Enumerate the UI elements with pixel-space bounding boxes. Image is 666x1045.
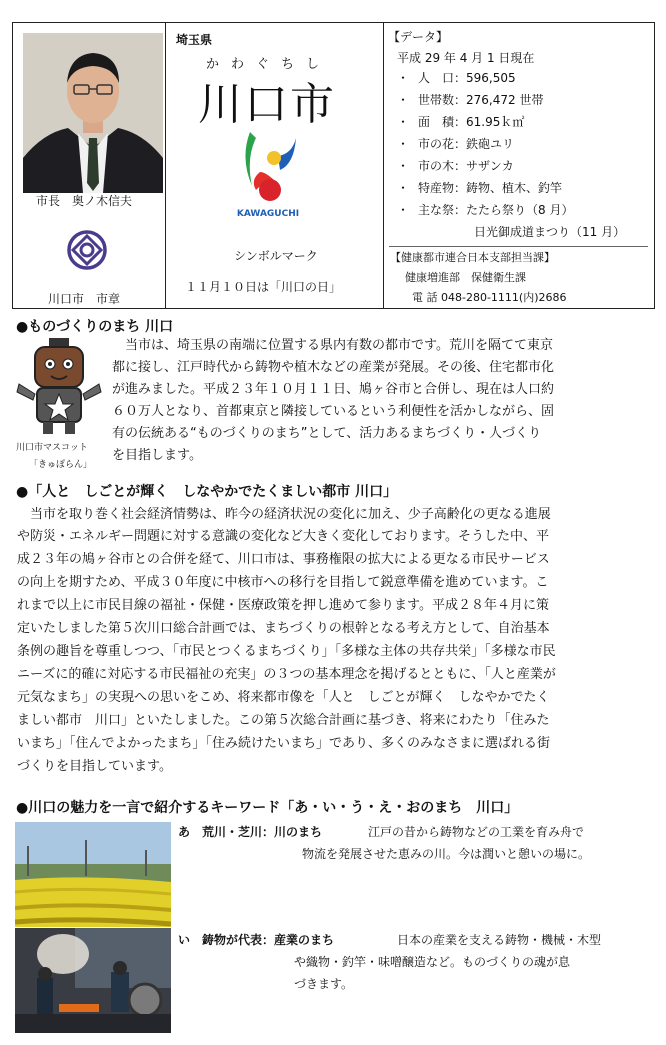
data-item-area: 面 積：61.95ｋ㎡	[418, 115, 525, 129]
section2-line: や防災・エネルギー問題に対する意識の変化など大きく変化しております。そうした中、平	[17, 529, 549, 544]
symbol-logo-text: KAWAGUCHI	[236, 209, 300, 219]
section2-line: 定いたしました第５次川口総合計画では、まちづくりの根幹となる考え方として、自治基本	[17, 621, 550, 636]
data-bullet: ・	[397, 137, 410, 151]
city-emblem-icon	[67, 230, 107, 270]
section2-line: れまで以上に市民目線の福祉・保健・医療政策を押し進めて参ります。平成２８年４月に策	[17, 598, 549, 613]
section2-line: 条例の趣旨を尊重しつつ、「市民とつくるまちづくり」「多様な主体の共存共栄」「多様な市民	[17, 644, 556, 659]
data-bullet: ・	[397, 181, 410, 195]
data-item-flower: 市の花：鉄砲ユリ	[418, 137, 515, 151]
section1-line: 有の伝統ある“ものづくりのまち”として、活力あるまちづくり・人づくり	[112, 426, 542, 441]
city-reading: かわぐちし	[206, 57, 332, 72]
keyword-a-heading: あ 荒川・芝川：川のまち	[178, 825, 323, 839]
mascot-caption-2: 「きゅぽらん」	[29, 460, 93, 470]
contact-tel: 電 話 048-280-1111(内)2686	[412, 291, 567, 304]
section2-line: いまち」「住んでよかったまち」「住み続けたいまち」であり、多くのみなさまに選ばれる街	[17, 736, 551, 751]
keyword-i-heading: い 鋳物が代表：産業のまち	[178, 933, 335, 947]
section2-line: 成２３年の鳩ヶ谷市との合併を経て、川口市は、事務権限の拡大による更なる市民サービス	[17, 552, 550, 567]
contact-title: 【健康都市連合日本支部担当課】	[390, 251, 555, 264]
data-title: 【データ】	[388, 30, 449, 44]
city-day: １１月１０日は「川口の日」	[185, 280, 342, 294]
foundry-photo	[15, 928, 171, 1033]
keyword-i-text-3: づきます。	[294, 977, 354, 991]
mascot-icon	[15, 338, 103, 436]
header-divider-2	[383, 22, 384, 308]
symbol-mark-icon	[236, 128, 300, 220]
contact-dept: 健康増進部 保健衛生課	[405, 271, 526, 284]
data-item-specialty: 特産物：鋳物、植木、釣竿	[418, 181, 563, 195]
data-item-population: 人 口：596,505	[418, 71, 516, 85]
data-item-festival: 主な祭：たたら祭り（8 月）	[418, 203, 574, 217]
section2-line: づくりを目指しています。	[17, 759, 172, 774]
section3-title: ●川口の魅力を一言で紹介するキーワード「あ・い・う・え・おのまち 川口」	[16, 800, 519, 816]
section1-line: 当市は、埼玉県の南端に位置する県内有数の都市です。荒川を隔てて東京	[125, 338, 553, 353]
river-photo	[15, 822, 171, 927]
keyword-i-text-1: 日本の産業を支える鋳物・機械・木型	[397, 933, 602, 947]
prefecture-label: 埼玉県	[176, 33, 213, 47]
data-item-tree: 市の木：サザンカ	[418, 159, 514, 173]
section2-line: 元気なまち」の実現への思いをこめ、将来都市像を「人と しごとが輝く しなやかでたく	[17, 690, 550, 705]
keyword-a-text-1: 江戸の昔から鋳物などの工業を育み舟で	[368, 825, 585, 839]
header-divider-1	[165, 22, 166, 308]
mascot-caption-1: 川口市マスコット	[16, 443, 88, 453]
section2-line: 当市を取り巻く社会経済情勢は、昨今の経済状況の変化に加え、少子高齢化の更なる進展	[30, 507, 551, 522]
section2-line: の向上を期すため、平成３０年度に中核市への移行を目指して鋭意準備を進めています。こ	[17, 575, 549, 590]
emblem-label: 川口市 市章	[48, 292, 121, 306]
section1-line: ６０万人となり、首都東京と隣接しているという利便性を活かしながら、固	[112, 404, 555, 419]
section2-line: ましい都市 川口」といたしました。この第５次総合計画に基づき、将来にわたり「住みた	[17, 713, 550, 728]
section1-line: が進みました。平成２３年１０月１１日、鳩ヶ谷市と合併し、現在は人口約	[112, 382, 555, 397]
mayor-label: 市長 奥ノ木信夫	[36, 194, 133, 208]
data-bullet: ・	[397, 115, 410, 129]
city-name: 川口市	[198, 79, 336, 130]
data-bullet: ・	[397, 159, 410, 173]
data-item-households: 世帯数：276,472 世帯	[418, 93, 544, 107]
mayor-photo	[23, 33, 163, 193]
keyword-i-text-2: や織物・釣竿・味噌醸造など。ものづくりの魂が息	[294, 955, 571, 969]
data-bullet: ・	[397, 93, 410, 107]
data-bullet: ・	[397, 203, 410, 217]
data-as-of: 平成 29 年 4 月 1 日現在	[397, 51, 535, 65]
symbol-label: シンボルマーク	[234, 249, 318, 263]
data-divider	[389, 246, 648, 247]
section1-line: 都に接し、江戸時代から鋳物や植木などの産業が発展。その後、住宅都市化	[112, 360, 555, 375]
keyword-a-text-2: 物流を発展させた恵みの川。今は潤いと憩いの場に。	[302, 847, 591, 861]
section1-line: を目指します。	[112, 448, 202, 463]
section2-title: ●「人と しごとが輝く しなやかでたくましい都市 川口」	[16, 484, 398, 500]
section2-line: ニーズに的確に対応する市民福祉の充実」の３つの基本理念を掲げるとともに、「人と産業が	[17, 667, 556, 682]
section1-title: ●ものづくりのまち 川口	[16, 319, 174, 335]
data-item-festival-cont: 日光御成道まつり（11 月）	[474, 225, 626, 239]
data-bullet: ・	[397, 71, 410, 85]
